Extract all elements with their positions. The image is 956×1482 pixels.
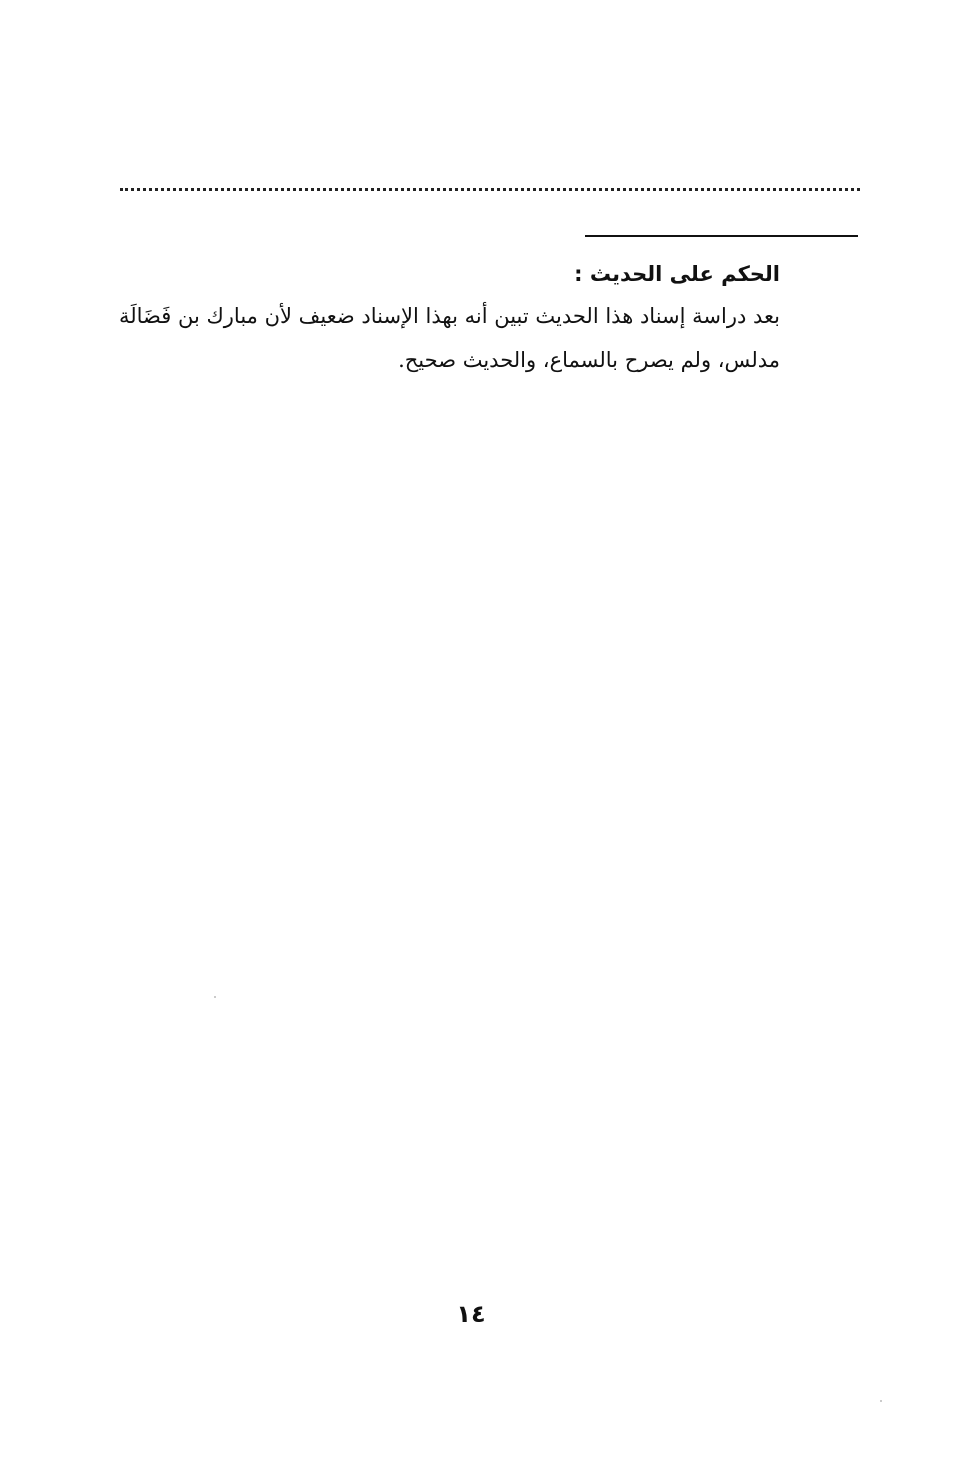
section-heading: الحكم على الحديث : — [574, 262, 780, 286]
heading-rule — [585, 235, 858, 237]
scan-speck — [214, 996, 216, 998]
scan-speck — [880, 1400, 882, 1402]
page-number: ١٤ — [456, 1300, 486, 1328]
paragraph-line-1: بعد دراسة إسناد هذا الحديث تبين أنه بهذا الإسناد ضعيف لأن مبارك بن فَضَالَة — [118, 304, 780, 328]
ruling-section — [100, 256, 780, 382]
paragraph-line-2: مدلس، ولم يصرح بالسماع، والحديث صحيح. — [398, 348, 780, 372]
dotted-separator — [120, 188, 860, 191]
